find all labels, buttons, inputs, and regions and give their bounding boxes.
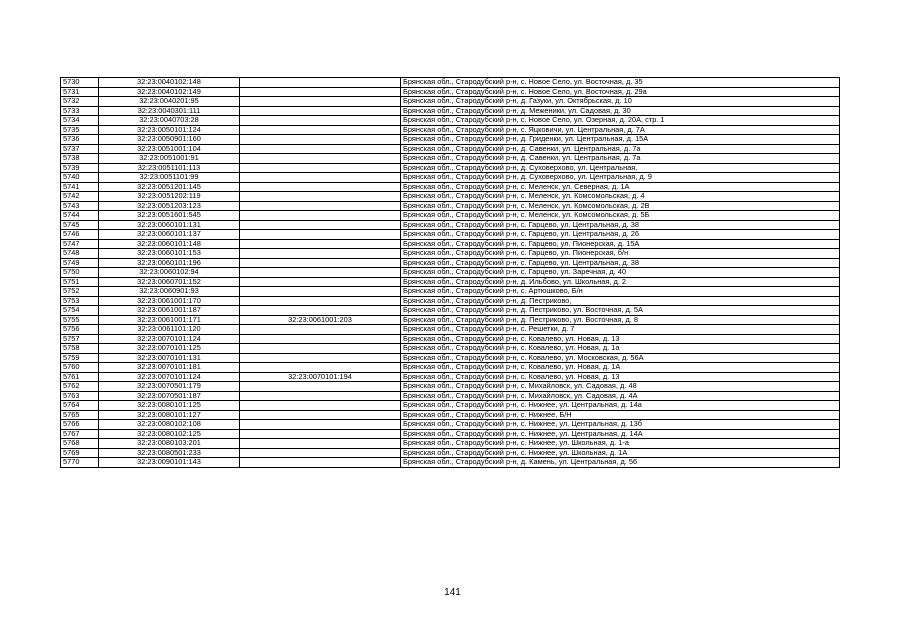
cadastral-number-cell: 32:23:0080101:125 [99, 401, 240, 411]
cadastral-number-cell: 32:23:0061001:170 [99, 296, 240, 306]
row-number-cell: 5745 [61, 220, 99, 230]
table-row [61, 230, 840, 240]
address-cell: Брянская обл., Стародубский р-н, с. Нижнее, Б/Н [401, 410, 840, 420]
previous-number-cell [240, 439, 401, 449]
cadastral-number-cell: 32:23:0060901:93 [99, 287, 240, 297]
address-cell: Брянская обл., Стародубский р-н, с. Нижнее, ул. Школьная, д. 1А [401, 448, 840, 458]
table-row [61, 220, 840, 230]
cadastral-number-cell: 32:23:0051001:104 [99, 144, 240, 154]
address-cell: Брянская обл., Стародубский р-н, с. Гарцево, ул. Пионерская, д. 15А [401, 239, 840, 249]
row-number-cell: 5731 [61, 87, 99, 97]
previous-number-cell [240, 87, 401, 97]
previous-number-cell [240, 125, 401, 135]
address-cell: Брянская обл., Стародубский р-н, с. Меленск, ул. Комсомольская, д. 2В [401, 201, 840, 211]
cadastral-number-cell: 32:23:0080102:108 [99, 420, 240, 430]
address-cell: Брянская обл., Стародубский р-н, с. Ковалево, ул. Московская, д. 56А [401, 353, 840, 363]
row-number-cell: 5754 [61, 306, 99, 316]
previous-number-cell [240, 249, 401, 259]
previous-number-cell [240, 334, 401, 344]
address-cell: Брянская обл., Стародубский р-н, с. Яцковичи, ул. Центральная, д. 7А [401, 125, 840, 135]
previous-number-cell [240, 116, 401, 126]
address-cell: Брянская обл., Стародубский р-н, д. Суховерхово, ул. Центральная, д. 9 [401, 173, 840, 183]
address-cell: Брянская обл., Стародубский р-н, д. Меженики, ул. Садовая, д. 30 [401, 106, 840, 116]
previous-number-cell [240, 353, 401, 363]
table-row [61, 106, 840, 116]
address-cell: Брянская обл., Стародубский р-н, с. Ковалево, ул. Новая, д. 1А [401, 363, 840, 373]
table-row [61, 287, 840, 297]
row-number-cell: 5738 [61, 154, 99, 164]
row-number-cell: 5752 [61, 287, 99, 297]
previous-number-cell [240, 306, 401, 316]
cadastral-number-cell: 32:23:0080101:127 [99, 410, 240, 420]
page-number: 141 [444, 587, 461, 598]
address-cell: Брянская обл., Стародубский р-н, д. Пестриково, ул. Восточная, д. 5А [401, 306, 840, 316]
previous-number-cell [240, 344, 401, 354]
address-cell: Брянская обл., Стародубский р-н, с. Нижнее, ул. Центральная, д. 14а [401, 401, 840, 411]
previous-number-cell [240, 391, 401, 401]
cadastral-number-cell: 32:23:0051201:145 [99, 182, 240, 192]
row-number-cell: 5732 [61, 97, 99, 107]
row-number-cell: 5749 [61, 258, 99, 268]
row-number-cell: 5767 [61, 429, 99, 439]
row-number-cell: 5735 [61, 125, 99, 135]
cadastral-number-cell: 32:23:0051101:113 [99, 163, 240, 173]
previous-number-cell: 32:23:0070101:194 [240, 372, 401, 382]
cadastral-number-cell: 32:23:0051202:119 [99, 192, 240, 202]
cadastral-number-cell: 32:23:0090101:143 [99, 458, 240, 468]
cadastral-number-cell: 32:23:0070101:124 [99, 334, 240, 344]
row-number-cell: 5755 [61, 315, 99, 325]
table-row [61, 258, 840, 268]
previous-number-cell [240, 230, 401, 240]
table-row [61, 420, 840, 430]
row-number-cell: 5747 [61, 239, 99, 249]
table-row [61, 201, 840, 211]
registry-table [60, 77, 840, 468]
table-row [61, 277, 840, 287]
row-number-cell: 5757 [61, 334, 99, 344]
table-row [61, 192, 840, 202]
cadastral-number-cell: 32:23:0070101:131 [99, 353, 240, 363]
table-row [61, 154, 840, 164]
previous-number-cell [240, 182, 401, 192]
row-number-cell: 5748 [61, 249, 99, 259]
table-row [61, 306, 840, 316]
address-cell: Брянская обл., Стародубский р-н, с. Меленск, ул. Северная, д. 1А [401, 182, 840, 192]
row-number-cell: 5744 [61, 211, 99, 221]
cadastral-number-cell: 32:23:0040102:148 [99, 78, 240, 88]
address-cell: Брянская обл., Стародубский р-н, с. Нижнее, ул. Центральная, д. 14А [401, 429, 840, 439]
cadastral-number-cell: 32:23:0040201:95 [99, 97, 240, 107]
table-row [61, 268, 840, 278]
cadastral-number-cell: 32:23:0060102:94 [99, 268, 240, 278]
cadastral-number-cell: 32:23:0061101:120 [99, 325, 240, 335]
table-row [61, 173, 840, 183]
previous-number-cell [240, 277, 401, 287]
table-row [61, 97, 840, 107]
previous-number-cell [240, 296, 401, 306]
previous-number-cell [240, 258, 401, 268]
cadastral-number-cell: 32:23:0070501:187 [99, 391, 240, 401]
address-cell: Брянская обл., Стародубский р-н, д. Савенки, ул. Центральная, д. 7а [401, 144, 840, 154]
row-number-cell: 5730 [61, 78, 99, 88]
table-row [61, 239, 840, 249]
row-number-cell: 5743 [61, 201, 99, 211]
cadastral-number-cell: 32:23:0061001:171 [99, 315, 240, 325]
cadastral-number-cell: 32:23:0051101:99 [99, 173, 240, 183]
previous-number-cell [240, 325, 401, 335]
address-cell: Брянская обл., Стародубский р-н, с. Новое Село, ул. Восточная, д. 35 [401, 78, 840, 88]
previous-number-cell: 32:23:0061001:203 [240, 315, 401, 325]
row-number-cell: 5769 [61, 448, 99, 458]
table-row [61, 296, 840, 306]
cadastral-number-cell: 32:23:0040703:28 [99, 116, 240, 126]
previous-number-cell [240, 220, 401, 230]
previous-number-cell [240, 420, 401, 430]
address-cell: Брянская обл., Стародубский р-н, д. Гриденки, ул. Центральная, д. 15А [401, 135, 840, 145]
table-row [61, 125, 840, 135]
previous-number-cell [240, 401, 401, 411]
row-number-cell: 5736 [61, 135, 99, 145]
previous-number-cell [240, 410, 401, 420]
previous-number-cell [240, 97, 401, 107]
previous-number-cell [240, 173, 401, 183]
cadastral-number-cell: 32:23:0080102:125 [99, 429, 240, 439]
row-number-cell: 5746 [61, 230, 99, 240]
row-number-cell: 5770 [61, 458, 99, 468]
cadastral-number-cell: 32:23:0070101:124 [99, 372, 240, 382]
address-cell: Брянская обл., Стародубский р-н, д. Суховерхово, ул. Центральная, [401, 163, 840, 173]
address-cell: Брянская обл., Стародубский р-н, с. Новое Село, ул. Озерная, д. 20А, стр. 1 [401, 116, 840, 126]
cadastral-number-cell: 32:23:0051001:91 [99, 154, 240, 164]
table-row [61, 315, 840, 325]
previous-number-cell [240, 192, 401, 202]
table-row [61, 249, 840, 259]
table-row [61, 144, 840, 154]
row-number-cell: 5764 [61, 401, 99, 411]
previous-number-cell [240, 163, 401, 173]
table-row [61, 439, 840, 449]
cadastral-number-cell: 32:23:0070501:179 [99, 382, 240, 392]
previous-number-cell [240, 458, 401, 468]
row-number-cell: 5740 [61, 173, 99, 183]
address-cell: Брянская обл., Стародубский р-н, с. Гарцево, ул. Центральная, д. 26 [401, 230, 840, 240]
cadastral-number-cell: 32:23:0060701:152 [99, 277, 240, 287]
previous-number-cell [240, 429, 401, 439]
previous-number-cell [240, 239, 401, 249]
row-number-cell: 5741 [61, 182, 99, 192]
registry-table-body [61, 78, 840, 468]
table-row [61, 211, 840, 221]
table-row [61, 353, 840, 363]
previous-number-cell [240, 106, 401, 116]
previous-number-cell [240, 201, 401, 211]
cadastral-number-cell: 32:23:0060101:131 [99, 220, 240, 230]
row-number-cell: 5759 [61, 353, 99, 363]
table-row [61, 382, 840, 392]
cadastral-number-cell: 32:23:0070101:125 [99, 344, 240, 354]
address-cell: Брянская обл., Стародубский р-н, с. Ковалево, ул. Новая, д. 1а [401, 344, 840, 354]
cadastral-number-cell: 32:23:0040301:111 [99, 106, 240, 116]
previous-number-cell [240, 268, 401, 278]
previous-number-cell [240, 211, 401, 221]
previous-number-cell [240, 154, 401, 164]
address-cell: Брянская обл., Стародубский р-н, с. Ковалево, ул. Новая, д. 13 [401, 372, 840, 382]
cadastral-number-cell: 32:23:0060101:148 [99, 239, 240, 249]
row-number-cell: 5761 [61, 372, 99, 382]
address-cell: Брянская обл., Стародубский р-н, д. Газуки, ул. Октябрьская, д. 10 [401, 97, 840, 107]
cadastral-number-cell: 32:23:0080501:233 [99, 448, 240, 458]
previous-number-cell [240, 144, 401, 154]
previous-number-cell [240, 363, 401, 373]
cadastral-number-cell: 32:23:0080103:201 [99, 439, 240, 449]
table-row [61, 334, 840, 344]
table-row [61, 401, 840, 411]
cadastral-number-cell: 32:23:0050901:160 [99, 135, 240, 145]
address-cell: Брянская обл., Стародубский р-н, д. Ильбово, ул. Школьная, д. 2 [401, 277, 840, 287]
address-cell: Брянская обл., Стародубский р-н, с. Меленск, ул. Комсомольская, д. 4 [401, 192, 840, 202]
address-cell: Брянская обл., Стародубский р-н, с. Новое Село, ул. Восточная, д. 29а [401, 87, 840, 97]
table-row [61, 325, 840, 335]
cadastral-number-cell: 32:23:0051601:545 [99, 211, 240, 221]
row-number-cell: 5765 [61, 410, 99, 420]
address-cell: Брянская обл., Стародубский р-н, с. Меленск, ул. Комсомольская, д. 5Б [401, 211, 840, 221]
previous-number-cell [240, 135, 401, 145]
address-cell: Брянская обл., Стародубский р-н, с. Гарцево, ул. Пионерская, б/н [401, 249, 840, 259]
address-cell: Брянская обл., Стародубский р-н, с. Гарцево, ул. Центральная, д. 38 [401, 258, 840, 268]
table-row [61, 78, 840, 88]
table-row [61, 182, 840, 192]
cadastral-number-cell: 32:23:0051203:123 [99, 201, 240, 211]
previous-number-cell [240, 448, 401, 458]
table-row [61, 363, 840, 373]
row-number-cell: 5768 [61, 439, 99, 449]
table-row [61, 372, 840, 382]
cadastral-number-cell: 32:23:0061001:187 [99, 306, 240, 316]
previous-number-cell [240, 382, 401, 392]
row-number-cell: 5760 [61, 363, 99, 373]
table-row [61, 87, 840, 97]
row-number-cell: 5734 [61, 116, 99, 126]
table-row [61, 391, 840, 401]
table-row [61, 410, 840, 420]
row-number-cell: 5737 [61, 144, 99, 154]
cadastral-number-cell: 32:23:0070101:181 [99, 363, 240, 373]
table-row [61, 448, 840, 458]
previous-number-cell [240, 287, 401, 297]
previous-number-cell [240, 78, 401, 88]
row-number-cell: 5733 [61, 106, 99, 116]
table-row [61, 135, 840, 145]
cadastral-number-cell: 32:23:0060101:196 [99, 258, 240, 268]
row-number-cell: 5762 [61, 382, 99, 392]
row-number-cell: 5750 [61, 268, 99, 278]
row-number-cell: 5742 [61, 192, 99, 202]
address-cell: Брянская обл., Стародубский р-н, с. Нижнее, ул. Школьная, д. 1-а [401, 439, 840, 449]
table-row [61, 344, 840, 354]
address-cell: Брянская обл., Стародубский р-н, д. Пестриково, ул. Восточная, д. 8 [401, 315, 840, 325]
row-number-cell: 5763 [61, 391, 99, 401]
row-number-cell: 5766 [61, 420, 99, 430]
address-cell: Брянская обл., Стародубский р-н, с. Гарцево, ул. Заречная, д. 40 [401, 268, 840, 278]
row-number-cell: 5758 [61, 344, 99, 354]
address-cell: Брянская обл., Стародубский р-н, д. Савенки, ул. Центральная, д. 7а [401, 154, 840, 164]
address-cell: Брянская обл., Стародубский р-н, с. Михайловск, ул. Садовая, д. 48 [401, 382, 840, 392]
address-cell: Брянская обл., Стародубский р-н, с. Артюшково, Б/н [401, 287, 840, 297]
address-cell: Брянская обл., Стародубский р-н, с. Решетки, д. 7 [401, 325, 840, 335]
table-row [61, 458, 840, 468]
row-number-cell: 5739 [61, 163, 99, 173]
address-cell: Брянская обл., Стародубский р-н, с. Нижнее, ул. Центральная, д. 13б [401, 420, 840, 430]
row-number-cell: 5751 [61, 277, 99, 287]
address-cell: Брянская обл., Стародубский р-н, с. Михайловск, ул. Садовая, д. 4А [401, 391, 840, 401]
address-cell: Брянская обл., Стародубский р-н, с. Ковалево, ул. Новая, д. 13 [401, 334, 840, 344]
address-cell: Брянская обл., Стародубский р-н, д. Пестриково, [401, 296, 840, 306]
cadastral-number-cell: 32:23:0060101:153 [99, 249, 240, 259]
address-cell: Брянская обл., Стародубский р-н, д. Камень, ул. Центральная, д. 56 [401, 458, 840, 468]
table-row [61, 163, 840, 173]
cadastral-number-cell: 32:23:0040102:149 [99, 87, 240, 97]
table-row [61, 429, 840, 439]
cadastral-number-cell: 32:23:0060101:137 [99, 230, 240, 240]
row-number-cell: 5753 [61, 296, 99, 306]
table-row [61, 116, 840, 126]
cadastral-number-cell: 32:23:0050101:124 [99, 125, 240, 135]
address-cell: Брянская обл., Стародубский р-н, с. Гарцево, ул. Центральная, д. 38 [401, 220, 840, 230]
row-number-cell: 5756 [61, 325, 99, 335]
